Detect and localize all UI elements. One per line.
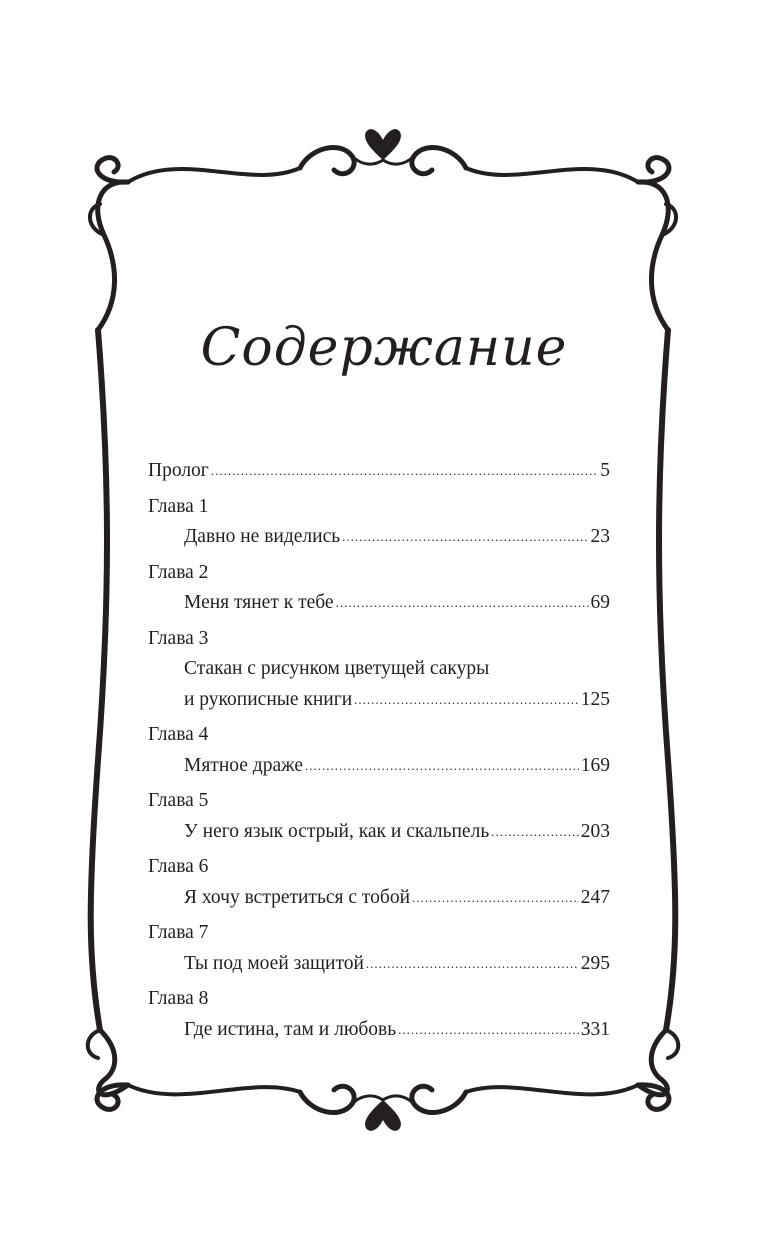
toc-entry[interactable] bbox=[148, 883, 610, 915]
toc-entry-page: 23 bbox=[590, 526, 610, 547]
toc-chapter-1 bbox=[148, 492, 610, 554]
chapter-heading: Глава 7 bbox=[148, 922, 209, 943]
page-title: Содержание bbox=[200, 318, 568, 378]
toc-entry-label: Меня тянет к тебе bbox=[184, 592, 334, 613]
toc-entry-page: 295 bbox=[580, 952, 610, 974]
toc-entry-page: 5 bbox=[600, 460, 610, 481]
toc-entry-label: Ты под моей защитой bbox=[184, 952, 364, 974]
toc-chapter-7 bbox=[148, 918, 610, 980]
toc-entry-page: 203 bbox=[580, 820, 610, 842]
toc-entry-label: Мятное драже bbox=[184, 754, 303, 776]
toc-entry-label: Пролог bbox=[148, 460, 209, 481]
toc-entry-label: Давно не виделись bbox=[184, 526, 341, 547]
toc-chapter-4 bbox=[148, 720, 610, 782]
chapter-heading: Глава 3 bbox=[148, 627, 209, 649]
chapter-heading: Глава 8 bbox=[148, 988, 209, 1009]
toc-chapter-5 bbox=[148, 786, 610, 848]
toc-entry-prologue[interactable] bbox=[148, 456, 610, 488]
chapter-heading: Глава 1 bbox=[148, 495, 209, 517]
toc-entry-page: 169 bbox=[580, 754, 610, 776]
toc-entry-label: и рукописные книги bbox=[184, 688, 353, 710]
chapter-heading: Глава 6 bbox=[148, 856, 209, 877]
toc-chapter-6 bbox=[148, 852, 610, 914]
toc-entry-label: Где истина, там и любовь bbox=[184, 1018, 397, 1040]
toc-entry-page: 69 bbox=[590, 592, 610, 613]
toc-entry[interactable] bbox=[148, 588, 610, 620]
toc-entry[interactable] bbox=[148, 817, 610, 849]
toc-entry-label-line[interactable]: Стакан с рисунком цветущей сакуры bbox=[184, 658, 490, 679]
toc-entry[interactable] bbox=[148, 685, 610, 717]
toc-entry-page: 247 bbox=[580, 886, 610, 908]
toc-entry-label: У него язык острый, как и скальпель bbox=[184, 820, 490, 842]
toc-entry[interactable] bbox=[148, 1015, 610, 1047]
toc-chapter-3 bbox=[148, 624, 610, 717]
toc-entry-label: Я хочу встретиться с тобой bbox=[184, 886, 411, 908]
chapter-heading: Глава 2 bbox=[148, 561, 209, 583]
table-of-contents bbox=[148, 456, 610, 1046]
toc-chapter-2 bbox=[148, 558, 610, 620]
toc-entry-page: 125 bbox=[580, 688, 610, 710]
toc-entry[interactable] bbox=[148, 522, 610, 554]
toc-entry[interactable] bbox=[148, 949, 610, 981]
chapter-heading: Глава 5 bbox=[148, 790, 209, 811]
chapter-heading: Глава 4 bbox=[148, 724, 209, 745]
toc-entry-page: 331 bbox=[580, 1018, 610, 1040]
toc-chapter-8 bbox=[148, 984, 610, 1046]
toc-entry[interactable] bbox=[148, 751, 610, 783]
